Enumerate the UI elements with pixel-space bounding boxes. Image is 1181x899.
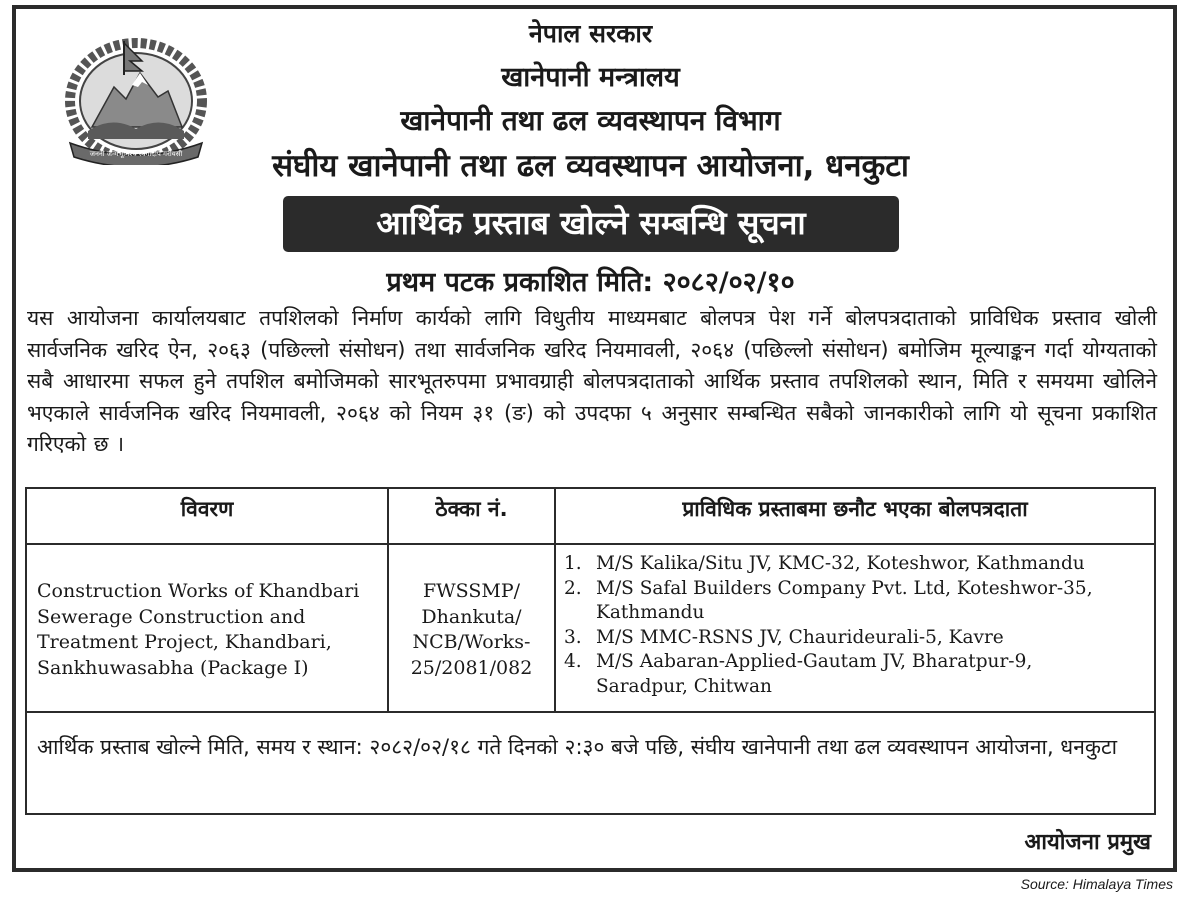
bidder-list: [564, 552, 1149, 699]
signature-project-chief: आयोजना प्रमुख: [1024, 830, 1151, 855]
header-government: नेपाल सरकार: [528, 19, 653, 48]
contract-line: FWSSMP/: [422, 580, 521, 602]
header-bidders: प्राविधिक प्रस्ताबमा छनौट भएका बोलपत्रदाता: [682, 497, 1028, 521]
bidder-number: 4.: [564, 651, 582, 672]
bidder-number: 1.: [564, 553, 582, 574]
notice-body: यस आयोजना कार्यालयबाट तपशिलको निर्माण कार्यको लागि विधुतीय माध्यमबाट बोलपत्र पेश गर्ने बोलपत्रदाताको प्राविधिक प्रस्ताव खोली सार्वजनिक खरिद ऐन, २०६३ (पछिल्लो संसोधन) तथा सार्वजनिक खरिद नियमावली, २०६४ (पछिल्लो संसोधन) बमोजिम मूल्याङ्कन गर्दा योग्यताको सबै आधारमा सफल हुने तपशिल बमोजिमको सारभूतरुपमा प्रभावग्राही बोलपत्रदाताको आर्थिक प्रस्ताव तपशिलको स्थान, मिति र समयमा खोलिने भएकाले सार्वजनिक खरिद नियमावली, २०६४ को नियम ३१ (ङ) को उपदफा ५ अनुसार सम्बन्धित सबैको जानकारीको लागि यो सूचना प्रकाशित गरिएको छ ।: [27, 306, 1157, 456]
bidder-item: [564, 650, 1149, 699]
header-contract-no: ठेक्का नं.: [435, 497, 508, 521]
table-divider: [27, 543, 1154, 545]
bidder-line: M/S Safal Builders Company Pvt. Ltd, Koteshwor-35,: [596, 577, 1093, 599]
description-line: Sankhuwasabha (Package I): [37, 656, 309, 679]
header-ministry: खानेपानी मन्त्रालय: [501, 62, 680, 93]
work-description: [37, 579, 389, 681]
bidder-number: 2.: [564, 577, 582, 599]
description-line: Sewerage Construction and: [37, 605, 306, 628]
bidder-line: Saradpur, Chitwan: [596, 675, 772, 697]
description-line: Construction Works of Khandbari: [37, 580, 360, 602]
bidder-item: [564, 626, 1149, 651]
bidder-item: [564, 552, 1149, 577]
contract-line: 25/2081/082: [410, 656, 533, 679]
header-department: खानेपानी तथा ढल व्यवस्थापन विभाग: [400, 104, 781, 137]
bidder-line: Kathmandu: [596, 602, 705, 623]
bidder-number: 3.: [564, 626, 582, 648]
bidder-line: M/S Kalika/Situ JV, KMC-32, Koteshwor, Kathmandu: [596, 553, 1085, 574]
header-project: संघीय खानेपानी तथा ढल व्यवस्थापन आयोजना, धनकुटा: [272, 148, 909, 184]
notice-title: आर्थिक प्रस्ताब खोल्ने सम्बन्धि सूचना: [283, 196, 899, 252]
table-divider: [27, 711, 1154, 713]
contract-line: NCB/Works-: [412, 631, 531, 653]
notice-table: [25, 487, 1156, 815]
emblem-motto: जननी जन्मभूमिश्च स्वर्गादपि गरीयसी: [89, 150, 183, 158]
bidder-item: [564, 577, 1149, 626]
header-description: विवरण: [180, 497, 234, 521]
bidder-line: M/S Aabaran-Applied-Gautam JV, Bharatpur-9,: [596, 651, 1033, 672]
source-credit: Source: Himalaya Times: [1020, 876, 1173, 892]
contract-number: [389, 579, 554, 681]
contract-line: Dhankuta/: [421, 605, 522, 628]
publication-date: प्रथम पटक प्रकाशित मिति: २०८२/०२/१०: [386, 267, 795, 298]
bidder-line: M/S MMC-RSNS JV, Chaurideurali-5, Kavre: [596, 626, 1004, 648]
description-line: Treatment Project, Khandbari,: [37, 631, 332, 653]
opening-info: आर्थिक प्रस्ताब खोल्ने मिति, समय र स्थान: २०८२/०२/१८ गते दिनको २:३० बजे पछि, संघीय खानेपानी तथा ढल व्यवस्थापन आयोजना, धनकुटा: [37, 735, 1118, 759]
